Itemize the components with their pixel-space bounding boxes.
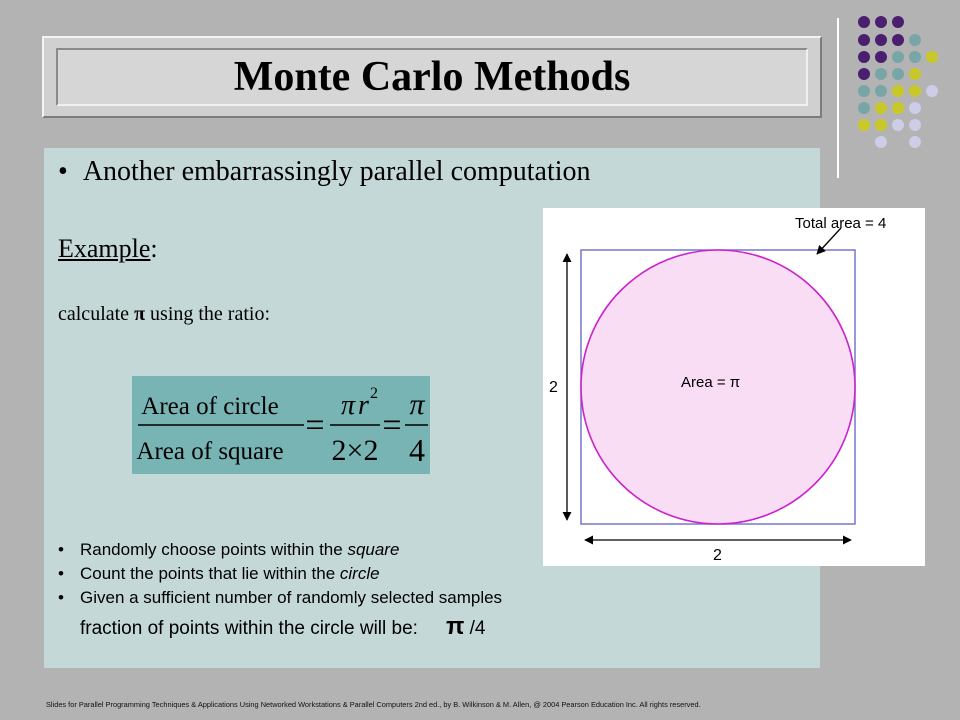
copyright-footer: Slides for Parallel Programming Techniques & Applications Using Networked Workstations & Parallel Computers 2nd ed., by B. Wilkinson & M. Allen, @ 2004 Pearson Education Inc. All rights reserved. <box>46 700 701 709</box>
list-item <box>58 586 798 610</box>
fraction-rest: /4 <box>464 618 486 639</box>
main-bullet-text: Another embarrassingly parallel computation <box>82 156 591 187</box>
formula-eq-2: = <box>382 407 402 444</box>
ratio-formula-box <box>132 376 430 474</box>
bullet-marker: • <box>58 564 64 583</box>
formula-den-1: Area of square <box>136 438 284 465</box>
formula-num-2-r: r <box>358 390 369 421</box>
slide-title: Monte Carlo Methods <box>233 54 631 100</box>
main-bullet <box>58 156 591 188</box>
calc-line <box>58 303 270 326</box>
calc-text-after: using the ratio: <box>145 303 271 325</box>
decorative-divider <box>837 18 839 178</box>
left-side-label: 2 <box>549 379 558 396</box>
fraction-pi: π <box>445 613 465 640</box>
circle-area-label: Area = π <box>681 374 741 391</box>
bullet-emphasis: square <box>347 540 400 559</box>
example-heading <box>58 234 158 264</box>
example-label: Example <box>58 234 151 263</box>
title-inner-frame <box>56 48 808 106</box>
bullet-emphasis: circle <box>339 564 380 583</box>
formula-num-1: Area of circle <box>141 393 279 420</box>
title-frame <box>42 36 822 118</box>
formula-den-2: 2×2 <box>331 434 379 467</box>
example-colon: : <box>150 234 158 263</box>
calc-text-before: calculate <box>58 303 135 325</box>
calc-pi-symbol: π <box>134 303 146 325</box>
circle-in-square-figure <box>543 208 925 566</box>
decorative-dots <box>850 14 950 164</box>
fraction-text: fraction of points within the circle will be: <box>80 618 418 639</box>
ratio-formula <box>132 376 430 474</box>
figure-diagram <box>543 208 925 566</box>
bullet-text: Randomly choose points within the <box>80 540 348 559</box>
formula-num-3: π <box>409 388 425 421</box>
total-area-label: Total area = 4 <box>795 215 887 232</box>
fraction-line <box>58 610 798 644</box>
bullet-text: Given a sufficient number of randomly selected samples <box>80 588 503 607</box>
formula-num-2-exp: 2 <box>370 385 378 402</box>
bottom-side-label: 2 <box>713 547 722 564</box>
bullet-marker: • <box>58 588 64 607</box>
formula-den-3: 4 <box>409 432 425 468</box>
formula-eq-1: = <box>305 407 325 444</box>
bullet-marker: • <box>58 156 68 187</box>
formula-num-2-pi: π <box>341 390 356 421</box>
bullet-marker: • <box>58 540 64 559</box>
bullet-text: Count the points that lie within the <box>80 564 340 583</box>
